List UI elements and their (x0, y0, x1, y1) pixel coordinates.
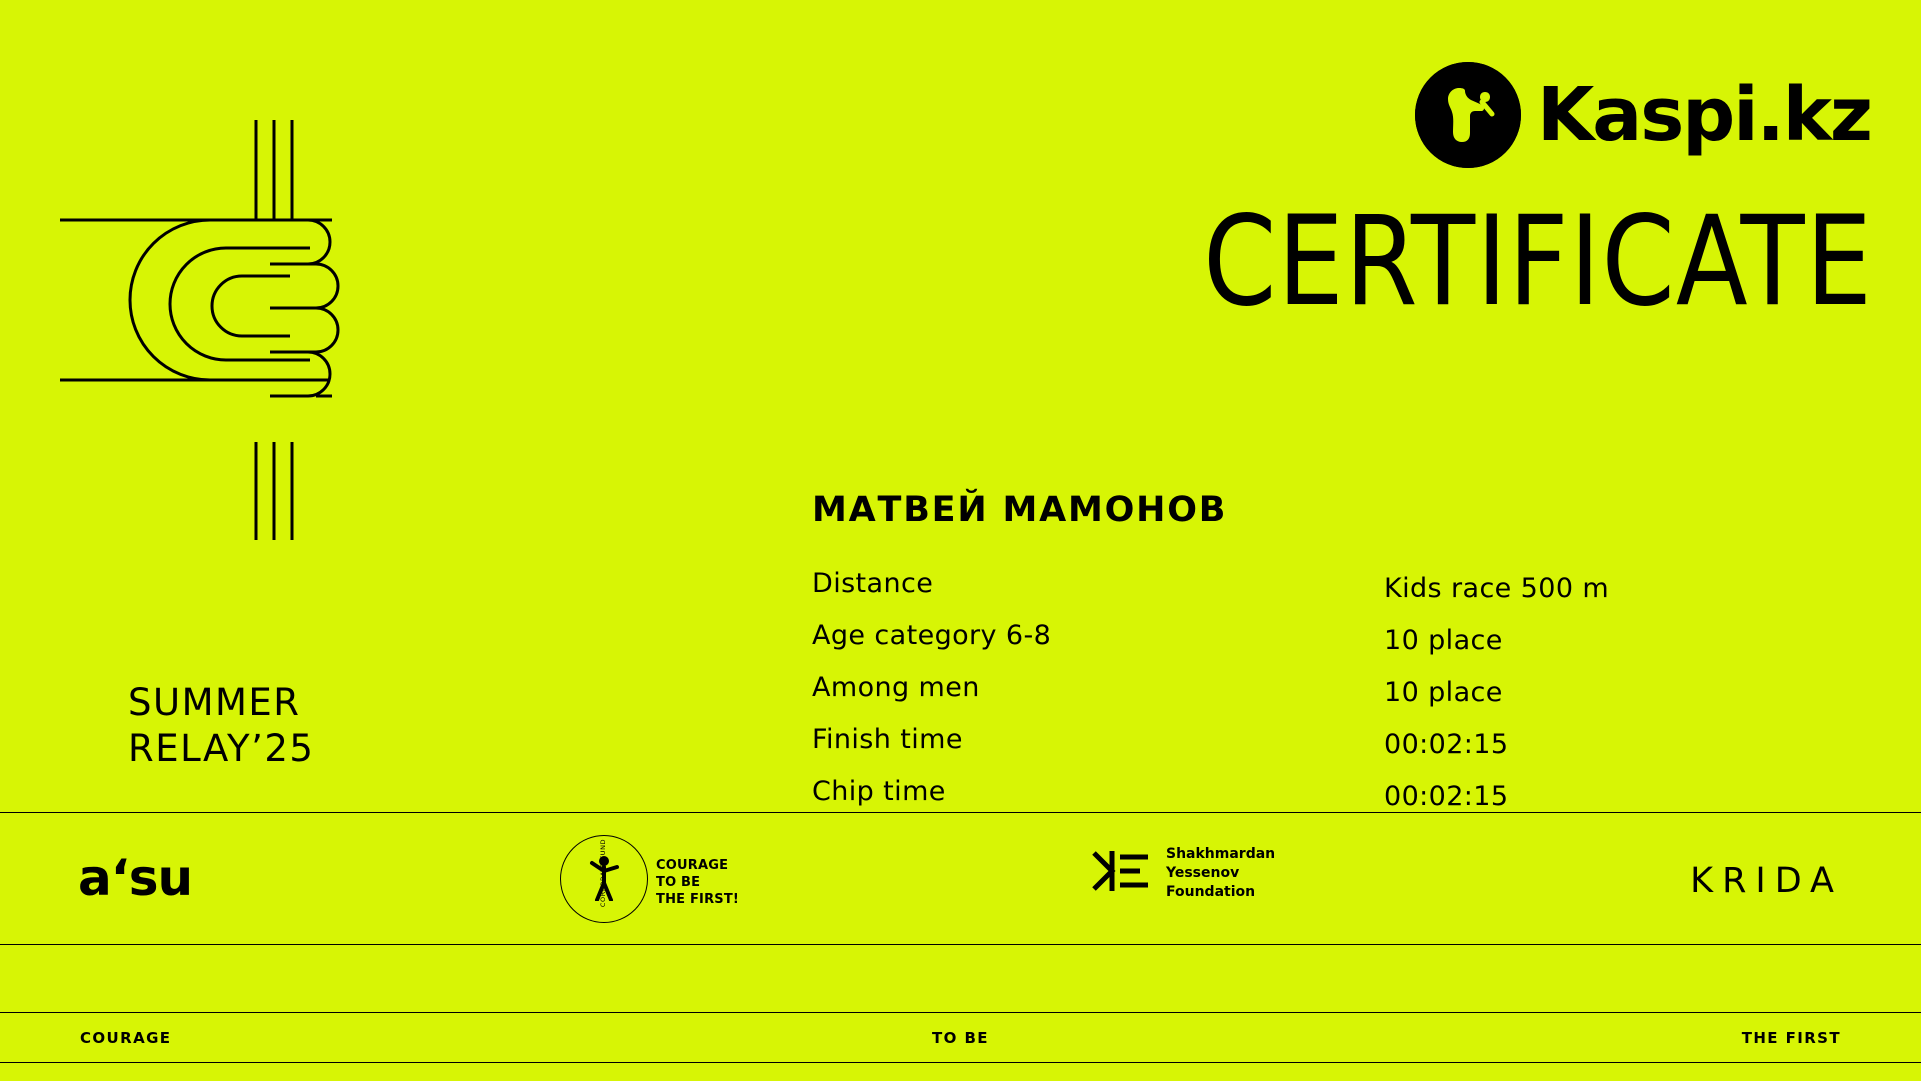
athlete-name: МАТВЕЙ МАМОНОВ (812, 490, 1228, 530)
courage-line2: TO BE (656, 875, 701, 891)
result-value: 10 place (1384, 625, 1503, 656)
result-value: 10 place (1384, 677, 1503, 708)
kaspi-logo (1415, 62, 1871, 168)
page-title: CERTIFICATE (1203, 189, 1873, 334)
table-row (812, 672, 1872, 724)
divider-mid (0, 944, 1921, 945)
yessenov-mark-icon (1090, 847, 1154, 900)
result-value: Kids race 500 m (1384, 573, 1610, 604)
yessenov-line3: Foundation (1166, 883, 1256, 900)
table-row (812, 724, 1872, 776)
yessenov-line1: Shakhmardan (1166, 846, 1276, 862)
courage-wordmark (656, 857, 739, 908)
result-label: Finish time (812, 724, 963, 755)
kaspi-wordmark: Kaspi.kz (1536, 72, 1871, 158)
table-row (812, 620, 1872, 672)
asu-wordmark: aʻsu (78, 849, 193, 907)
yessenov-line2: Yessenov (1166, 864, 1240, 881)
results-table (812, 568, 1872, 828)
result-label: Age category 6-8 (812, 620, 1052, 651)
result-label: Chip time (812, 776, 946, 807)
table-row (812, 568, 1872, 620)
event-name-line2: RELAY’25 (128, 727, 315, 771)
slogan-center: TO BE (932, 1028, 989, 1047)
result-value: 00:02:15 (1384, 781, 1509, 812)
result-value: 00:02:15 (1384, 729, 1509, 760)
sponsor-band (0, 813, 1921, 944)
slogan-strip (0, 1013, 1921, 1062)
kaspi-bird-icon (1415, 62, 1521, 168)
courage-fund-logo (560, 835, 750, 923)
event-name (128, 680, 314, 773)
courage-line3: THE FIRST! (656, 892, 740, 908)
slogan-right: THE FIRST (1741, 1028, 1841, 1047)
slogan-left: COURAGE (80, 1028, 172, 1047)
yessenov-wordmark (1166, 845, 1275, 902)
krida-logo: KRIDA (1690, 861, 1843, 901)
asu-logo (78, 849, 193, 907)
summer-relay-emblem-icon (60, 120, 400, 540)
divider-slogan-bottom (0, 1062, 1921, 1063)
yessenov-foundation-logo (1090, 845, 1275, 902)
event-name-line1: SUMMER (128, 681, 301, 724)
courage-ring-text: CORPORATE FUND (599, 838, 607, 908)
result-label: Among men (812, 672, 980, 703)
result-label: Distance (812, 568, 934, 599)
courage-line1: COURAGE (656, 858, 729, 873)
